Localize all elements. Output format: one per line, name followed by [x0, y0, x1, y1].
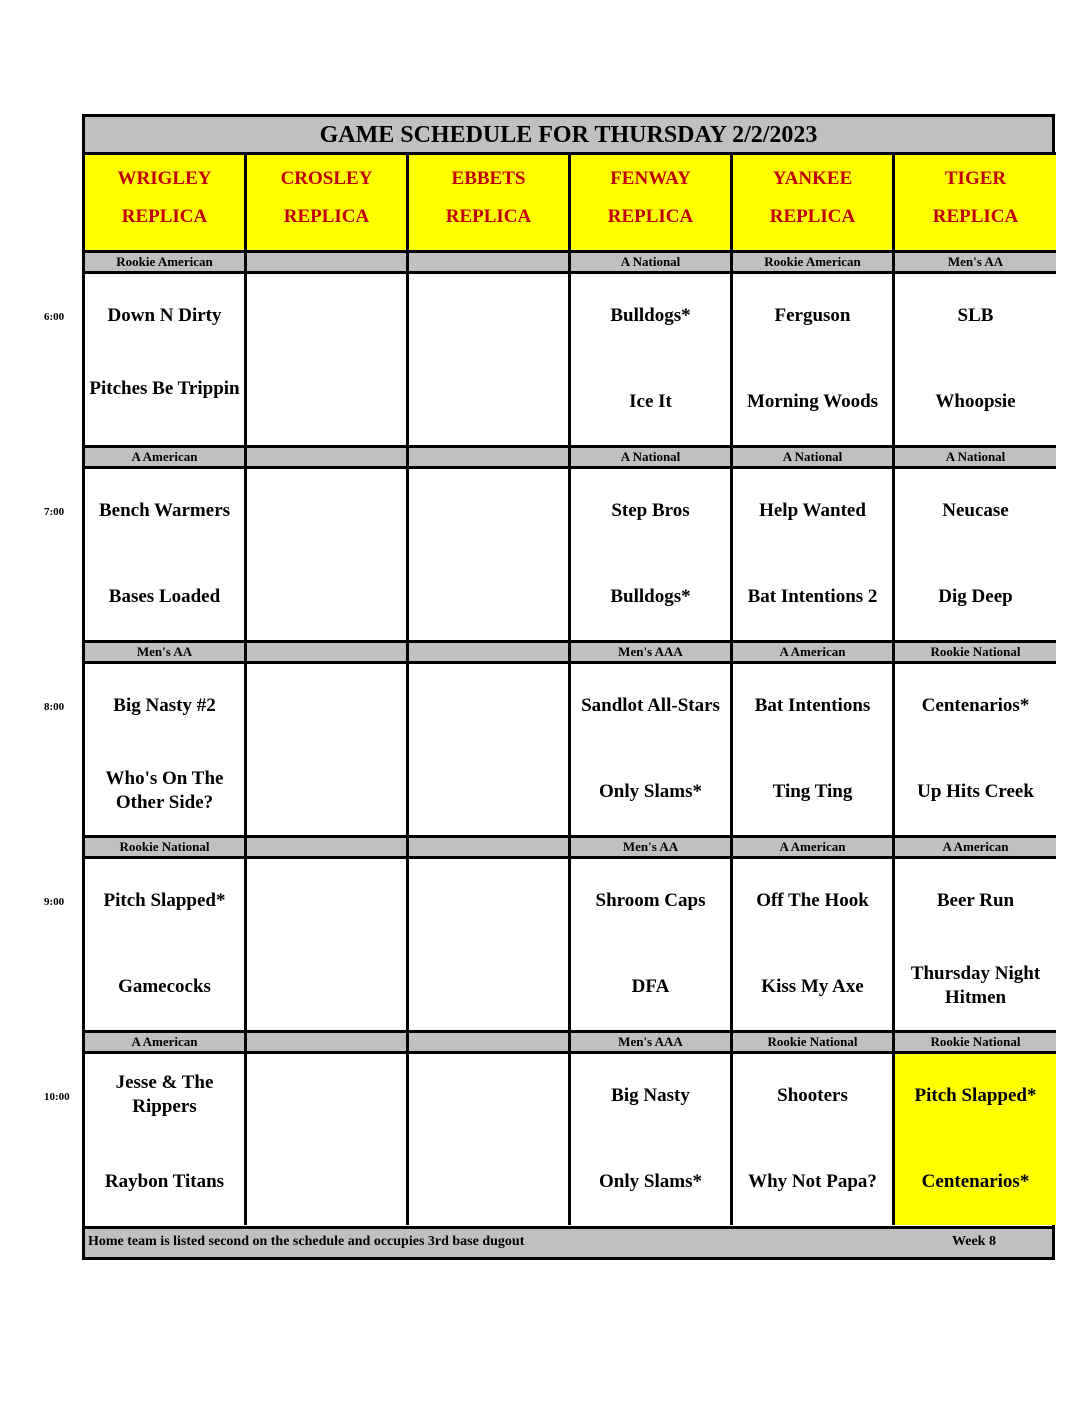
- game-cell: [85, 859, 247, 1030]
- footer-note: Home team is listed second on the schedule and occupies 3rd base dugout: [88, 1234, 525, 1249]
- division-label: Rookie National: [733, 1030, 895, 1054]
- game-cell: [85, 664, 247, 835]
- division-label: Rookie National: [895, 640, 1056, 664]
- away-team: Neucase: [942, 500, 1009, 521]
- field-header: [85, 152, 247, 250]
- field-header: [409, 152, 571, 250]
- game-cell: [895, 469, 1056, 640]
- game-cell: [733, 274, 895, 445]
- home-team: Raybon Titans: [104, 1171, 225, 1192]
- field-header: [571, 152, 733, 250]
- away-team: Bench Warmers: [98, 500, 231, 521]
- game-cell: [85, 1054, 247, 1225]
- game-cell: [85, 469, 247, 640]
- game-cell: [895, 1054, 1056, 1225]
- field-subtitle: REPLICA: [607, 206, 694, 227]
- division-label: A National: [895, 445, 1056, 469]
- away-team: Pitch Slapped*: [103, 890, 226, 911]
- home-team: Bulldogs*: [610, 586, 691, 607]
- division-label: [409, 640, 571, 664]
- time-label: 9:00: [44, 896, 65, 908]
- division-label: A American: [85, 1030, 247, 1054]
- away-team: Off The Hook: [756, 890, 869, 911]
- field-subtitle: REPLICA: [769, 206, 856, 227]
- home-team: Only Slams*: [599, 781, 702, 802]
- division-label: Men's AAA: [571, 1030, 733, 1054]
- game-cell: [247, 274, 409, 445]
- game-cell: [733, 469, 895, 640]
- division-label: Rookie American: [85, 250, 247, 274]
- home-team: Bat Intentions 2: [747, 586, 878, 607]
- game-cell: [733, 664, 895, 835]
- game-cell: [409, 859, 571, 1030]
- away-team: Down N Dirty: [107, 305, 222, 326]
- division-label: A American: [733, 835, 895, 859]
- division-label: [409, 1030, 571, 1054]
- field-subtitle: REPLICA: [932, 206, 1019, 227]
- division-label: [247, 640, 409, 664]
- game-cell: [895, 274, 1056, 445]
- home-team: Bases Loaded: [108, 586, 221, 607]
- game-cell: [733, 859, 895, 1030]
- time-label: 6:00: [44, 311, 65, 323]
- home-team: Up Hits Creek: [917, 781, 1034, 802]
- game-cell: [409, 1054, 571, 1225]
- division-label: Men's AA: [895, 250, 1056, 274]
- field-header: [733, 152, 895, 250]
- division-label: A National: [571, 250, 733, 274]
- time-label: 10:00: [44, 1091, 70, 1103]
- division-label: A American: [85, 445, 247, 469]
- division-label: [247, 835, 409, 859]
- game-cell: [571, 469, 733, 640]
- field-name: WRIGLEY: [117, 168, 212, 189]
- field-header: [895, 152, 1056, 250]
- division-label: [409, 835, 571, 859]
- home-team: Dig Deep: [938, 586, 1013, 607]
- home-team: Ting Ting: [772, 781, 853, 802]
- home-team: DFA: [631, 976, 670, 997]
- game-cell: [247, 859, 409, 1030]
- division-label: Rookie American: [733, 250, 895, 274]
- game-cell: [409, 469, 571, 640]
- game-cell: [571, 274, 733, 445]
- home-team: Why Not Papa?: [748, 1171, 877, 1192]
- away-team: Pitch Slapped*: [914, 1085, 1037, 1106]
- away-team: Jesse & The Rippers: [115, 1072, 214, 1117]
- game-cell: [409, 664, 571, 835]
- field-name: FENWAY: [610, 168, 691, 189]
- division-label: Men's AAA: [571, 640, 733, 664]
- away-team: Shroom Caps: [595, 890, 706, 911]
- field-name: YANKEE: [772, 168, 853, 189]
- game-cell: [409, 274, 571, 445]
- away-team: Centenarios*: [921, 695, 1030, 716]
- home-team: Gamecocks: [118, 976, 211, 997]
- field-subtitle: REPLICA: [445, 206, 532, 227]
- field-subtitle: REPLICA: [121, 206, 208, 227]
- home-team: Ice It: [629, 391, 672, 412]
- division-label: Rookie National: [895, 1030, 1056, 1054]
- home-team: Who's On The Other Side?: [105, 768, 224, 813]
- game-cell: [247, 1054, 409, 1225]
- home-team: Kiss My Axe: [761, 976, 864, 997]
- division-label: [409, 250, 571, 274]
- away-team: Bulldogs*: [610, 305, 691, 326]
- away-team: Ferguson: [774, 305, 851, 326]
- division-label: A National: [733, 445, 895, 469]
- game-cell: [571, 1054, 733, 1225]
- home-team: Thursday Night Hitmen: [910, 963, 1041, 1008]
- away-team: Beer Run: [936, 890, 1015, 911]
- away-team: Step Bros: [611, 500, 690, 521]
- game-cell: [571, 664, 733, 835]
- field-name: EBBETS: [451, 168, 526, 189]
- game-cell: [85, 274, 247, 445]
- game-cell: [733, 1054, 895, 1225]
- field-subtitle: REPLICA: [283, 206, 370, 227]
- division-label: [247, 445, 409, 469]
- field-name: TIGER: [944, 168, 1007, 189]
- away-team: Shooters: [777, 1085, 848, 1106]
- away-team: Big Nasty #2: [113, 695, 216, 716]
- division-label: A American: [733, 640, 895, 664]
- field-name: CROSLEY: [280, 168, 373, 189]
- schedule-footer: [85, 1226, 1052, 1257]
- home-team: Pitches Be Trippin: [89, 378, 240, 399]
- schedule-title: GAME SCHEDULE FOR THURSDAY 2/2/2023: [85, 117, 1052, 152]
- division-label: Men's AA: [85, 640, 247, 664]
- away-team: Help Wanted: [759, 500, 866, 521]
- game-cell: [571, 859, 733, 1030]
- division-label: [247, 1030, 409, 1054]
- away-team: Big Nasty: [611, 1085, 690, 1106]
- division-label: Rookie National: [85, 835, 247, 859]
- away-team: SLB: [957, 305, 994, 326]
- game-cell: [247, 664, 409, 835]
- division-label: A National: [571, 445, 733, 469]
- home-team: Centenarios*: [921, 1171, 1030, 1192]
- home-team: Whoopsie: [935, 391, 1016, 412]
- field-header: [247, 152, 409, 250]
- week-label: Week 8: [952, 1234, 996, 1249]
- game-cell: [895, 664, 1056, 835]
- away-team: Bat Intentions: [754, 695, 871, 716]
- away-team: Sandlot All-Stars: [581, 695, 720, 716]
- home-team: Only Slams*: [599, 1171, 702, 1192]
- division-label: A American: [895, 835, 1056, 859]
- time-label: 7:00: [44, 506, 65, 518]
- game-cell: [247, 469, 409, 640]
- division-label: [409, 445, 571, 469]
- division-label: [247, 250, 409, 274]
- home-team: Morning Woods: [746, 391, 879, 412]
- division-label: Men's AA: [571, 835, 733, 859]
- time-label: 8:00: [44, 701, 65, 713]
- game-cell: [895, 859, 1056, 1030]
- schedule-sheet: [82, 114, 1055, 1260]
